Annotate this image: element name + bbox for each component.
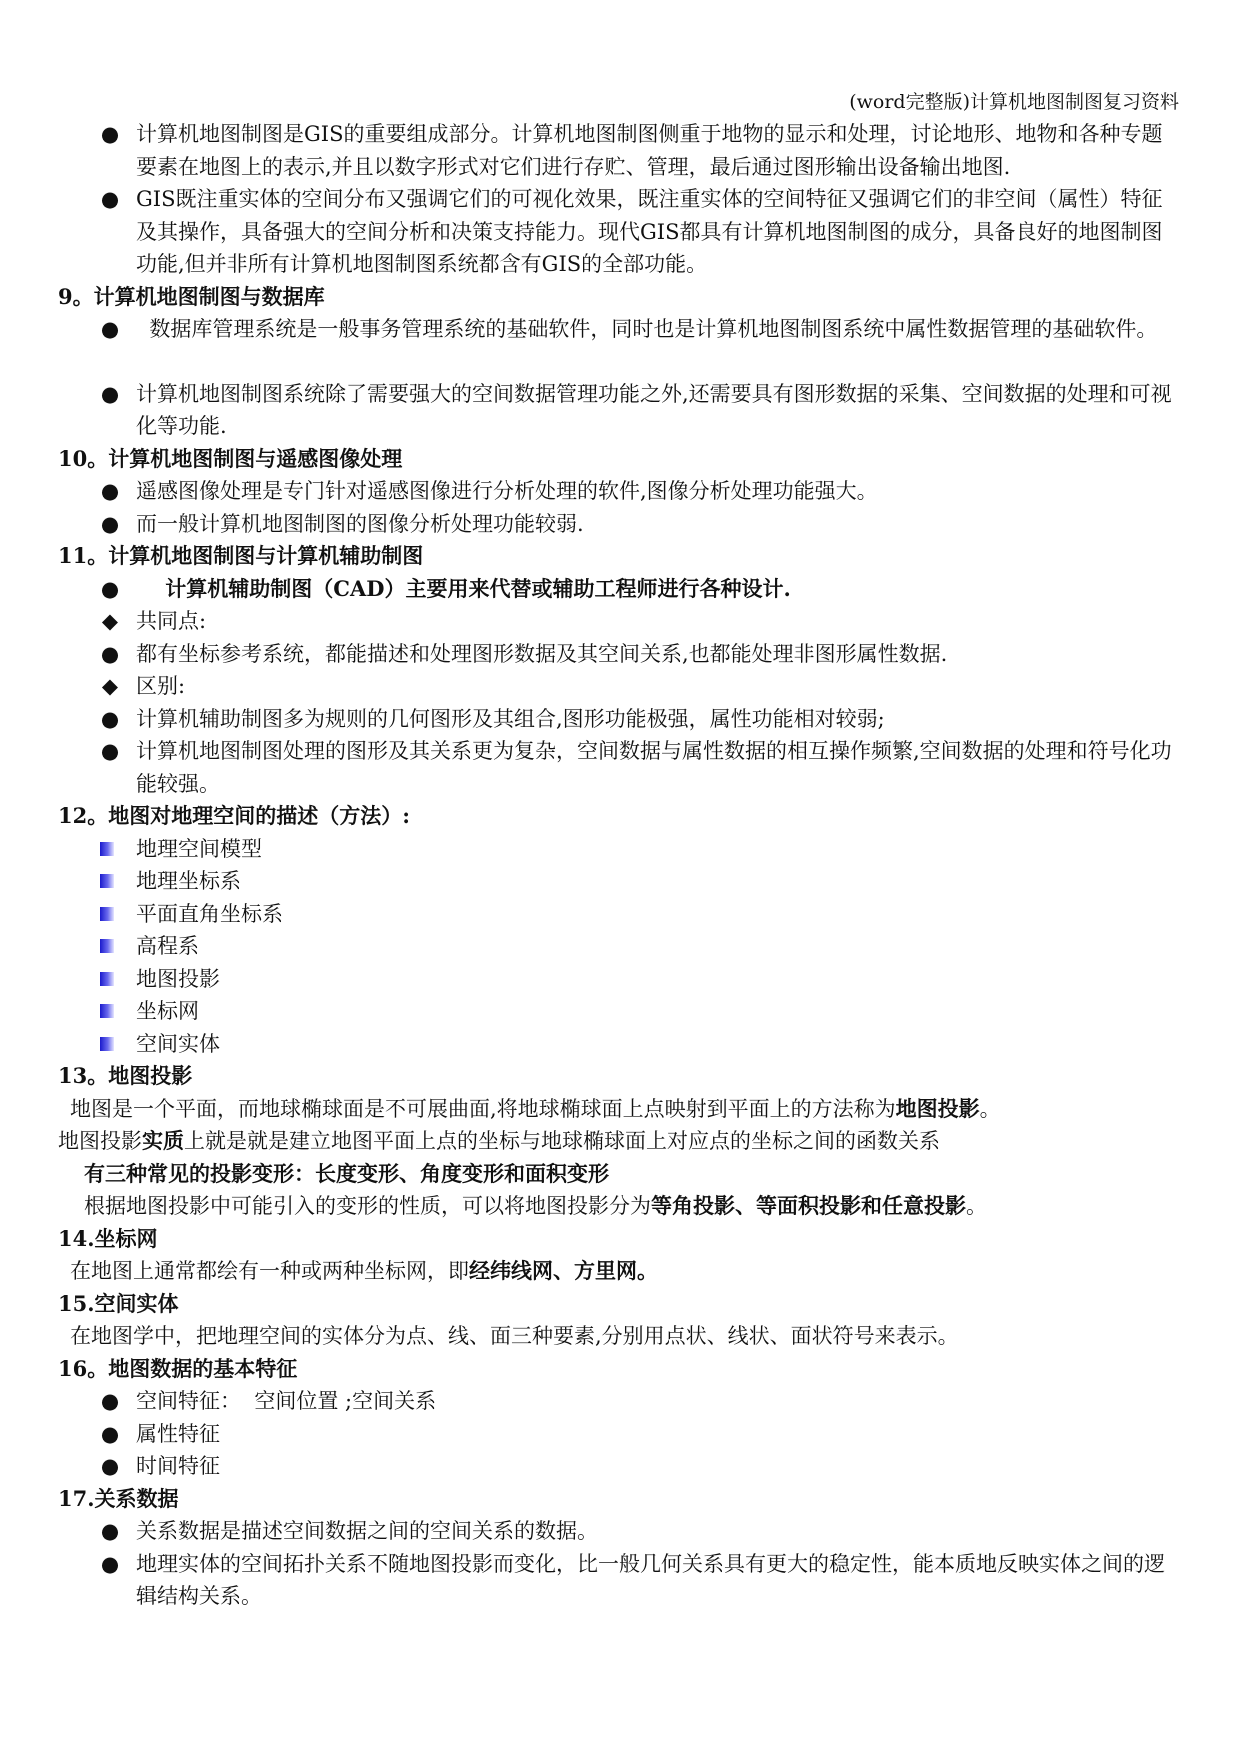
spacer <box>58 346 1183 378</box>
bold-term: 等角投影、等面积投影和任意投影 <box>651 1193 966 1218</box>
diamond-text: 区别: <box>136 674 186 698</box>
bullet-dot-icon: ● <box>100 479 120 503</box>
paragraph-text: 地图投影 <box>58 1129 142 1153</box>
bullet-item <box>58 475 1183 508</box>
bullet-dot-icon: ● <box>100 739 120 763</box>
square-item <box>58 865 1183 898</box>
bullet-text: 计算机地图制图是GIS的重要组成部分。计算机地图制图侧重于地物的显示和处理，讨论地形、地物和各种专题要素在地图上的表示,并且以数字形式对它们进行存贮、管理，最后通过图形输出设备输出地图. <box>136 122 1163 179</box>
square-item-text: 空间实体 <box>136 1031 220 1056</box>
section-heading: 10。计算机地图制图与遥感图像处理 <box>58 445 403 471</box>
bullet-text: 计算机辅助制图多为规则的几何图形及其组合,图形功能极强，属性功能相对较弱; <box>136 706 885 731</box>
section-heading: 15.空间实体 <box>58 1290 179 1316</box>
bullet-item <box>58 118 1183 183</box>
bullet-text: 数据库管理系统是一般事务管理系统的基础软件，同时也是计算机地图制图系统中属性数据管理的基础软件。 <box>136 317 1158 341</box>
bullet-dot-icon: ● <box>100 706 120 731</box>
square-item-text: 坐标网 <box>136 999 199 1023</box>
section-heading: 14.坐标网 <box>58 1225 158 1251</box>
paragraph <box>58 1093 1183 1126</box>
blue-square-bullet-icon <box>100 972 114 986</box>
paragraph-text: 在地图上通常都绘有一种或两种坐标网，即 <box>70 1259 469 1283</box>
bullet-item <box>58 1515 1183 1548</box>
bullet-text: 遥感图像处理是专门针对遥感图像进行分析处理的软件,图像分析处理功能强大。 <box>136 479 878 503</box>
section-heading: 11。计算机地图制图与计算机辅助制图 <box>58 543 424 568</box>
bullet-dot-icon: ● <box>100 1421 120 1446</box>
square-item <box>58 930 1183 963</box>
paragraph: 在地图学中，把地理空间的实体分为点、线、面三种要素,分别用点状、线状、面状符号来表示。 <box>70 1324 959 1348</box>
blue-square-bullet-icon <box>100 907 114 921</box>
paragraph-text: 根据地图投影中可能引入的变形的性质，可以将地图投影分为 <box>84 1194 651 1218</box>
bullet-text: 时间特征 <box>136 1454 220 1478</box>
bullet-text: 关系数据是描述空间数据之间的空间关系的数据。 <box>136 1519 598 1543</box>
blue-square-bullet-icon <box>100 874 114 888</box>
bullet-item <box>58 1450 1183 1483</box>
bold-term: 实质 <box>142 1128 184 1153</box>
bullet-item <box>58 1385 1183 1418</box>
paragraph-text: 。 <box>979 1096 1001 1121</box>
bullet-text: 而一般计算机地图制图的图像分析处理功能较弱. <box>136 511 584 536</box>
bullet-item <box>58 313 1183 346</box>
bullet-item <box>58 183 1183 281</box>
square-item <box>58 898 1183 931</box>
paragraph <box>58 1190 1183 1223</box>
diamond-text: 共同点: <box>136 609 207 633</box>
bullet-item <box>58 508 1183 541</box>
bullet-dot-icon: ● <box>100 317 120 341</box>
diamond-item <box>58 670 1183 703</box>
square-item-text: 高程系 <box>136 934 199 958</box>
section-heading: 16。地图数据的基本特征 <box>58 1355 298 1381</box>
bullet-dot-icon: ● <box>100 1551 120 1576</box>
bullet-item <box>58 573 1183 606</box>
bullet-text: 计算机辅助制图（CAD）主要用来代替或辅助工程师进行各种设计. <box>136 575 791 601</box>
diamond-bullet-icon: ◆ <box>101 609 119 633</box>
paragraph-text: 上就是就是建立地图平面上点的坐标与地球椭球面上对应点的坐标之间的函数关系 <box>184 1129 940 1153</box>
bullet-dot-icon: ● <box>100 381 120 406</box>
blue-square-bullet-icon <box>100 842 114 856</box>
blue-square-bullet-icon <box>100 939 114 953</box>
diamond-item <box>58 605 1183 638</box>
paragraph-text: 。 <box>966 1194 987 1218</box>
bullet-item <box>58 1418 1183 1451</box>
bullet-text: 计算机地图制图处理的图形及其关系更为复杂，空间数据与属性数据的相互操作频繁,空间数据的处理和符号化功能较强。 <box>136 739 1172 796</box>
bullet-dot-icon: ● <box>100 575 120 601</box>
bold-term: 经纬线网、方里网。 <box>469 1258 658 1283</box>
bullet-text: 空间特征： 空间位置 ;空间关系 <box>136 1389 437 1413</box>
square-item-text: 地理坐标系 <box>136 869 241 893</box>
blue-square-bullet-icon <box>100 1037 114 1051</box>
square-item-text: 地理空间模型 <box>136 836 262 861</box>
bullet-item <box>58 1548 1183 1613</box>
paragraph-text: 地图是一个平面，而地球椭球面是不可展曲面,将地球椭球面上点映射到平面上的方法称为 <box>70 1096 896 1121</box>
bold-term: 地图投影 <box>895 1095 980 1121</box>
bullet-text: 都有坐标参考系统，都能描述和处理图形数据及其空间关系,也都能处理非图形属性数据. <box>136 641 948 666</box>
section-heading: 17.关系数据 <box>58 1485 179 1511</box>
bullet-dot-icon: ● <box>100 1454 120 1478</box>
bullet-item <box>58 735 1183 800</box>
section-heading: 12。地图对地理空间的描述（方法）: <box>58 803 410 828</box>
diamond-bullet-icon: ◆ <box>101 674 119 698</box>
square-item <box>58 963 1183 996</box>
bullet-item <box>58 378 1183 443</box>
bullet-dot-icon: ● <box>100 1389 120 1413</box>
bullet-text: 属性特征 <box>136 1421 220 1446</box>
square-item <box>58 833 1183 866</box>
square-item <box>58 1028 1183 1061</box>
bullet-text: GIS既注重实体的空间分布又强调它们的可视化效果，既注重实体的空间特征又强调它们的非空间（属性）特征及其操作，具备强大的空间分析和决策支持能力。现代GIS都具有计算机地图制图的成分，具备良好的地图制图功能,但并非所有计算机地图制图系统都含有GIS的全部功能。 <box>136 187 1163 276</box>
paragraph-bold: 有三种常见的投影变形：长度变形、角度变形和面积变形 <box>84 1160 609 1186</box>
square-item-text: 平面直角坐标系 <box>136 901 283 926</box>
paragraph <box>58 1125 1183 1158</box>
section-heading: 9。计算机地图制图与数据库 <box>58 283 325 309</box>
bullet-dot-icon: ● <box>100 187 120 211</box>
document-body <box>58 118 1183 1613</box>
bullet-dot-icon: ● <box>100 641 120 666</box>
blue-square-bullet-icon <box>100 1004 114 1018</box>
bullet-dot-icon: ● <box>100 511 120 536</box>
paragraph <box>58 1255 1183 1288</box>
bullet-text: 地理实体的空间拓扑关系不随地图投影而变化，比一般几何关系具有更大的稳定性，能本质地反映实体之间的逻辑结构关系。 <box>136 1551 1165 1608</box>
bullet-dot-icon: ● <box>100 1519 120 1543</box>
square-item <box>58 995 1183 1028</box>
section-heading: 13。地图投影 <box>58 1063 193 1088</box>
bullet-dot-icon: ● <box>100 122 120 146</box>
square-item-text: 地图投影 <box>136 966 220 991</box>
bullet-item <box>58 638 1183 671</box>
bullet-item <box>58 703 1183 736</box>
bullet-text: 计算机地图制图系统除了需要强大的空间数据管理功能之外,还需要具有图形数据的采集、空间数据的处理和可视化等功能. <box>136 381 1172 438</box>
page-header: (word完整版)计算机地图制图复习资料 <box>849 91 1179 113</box>
